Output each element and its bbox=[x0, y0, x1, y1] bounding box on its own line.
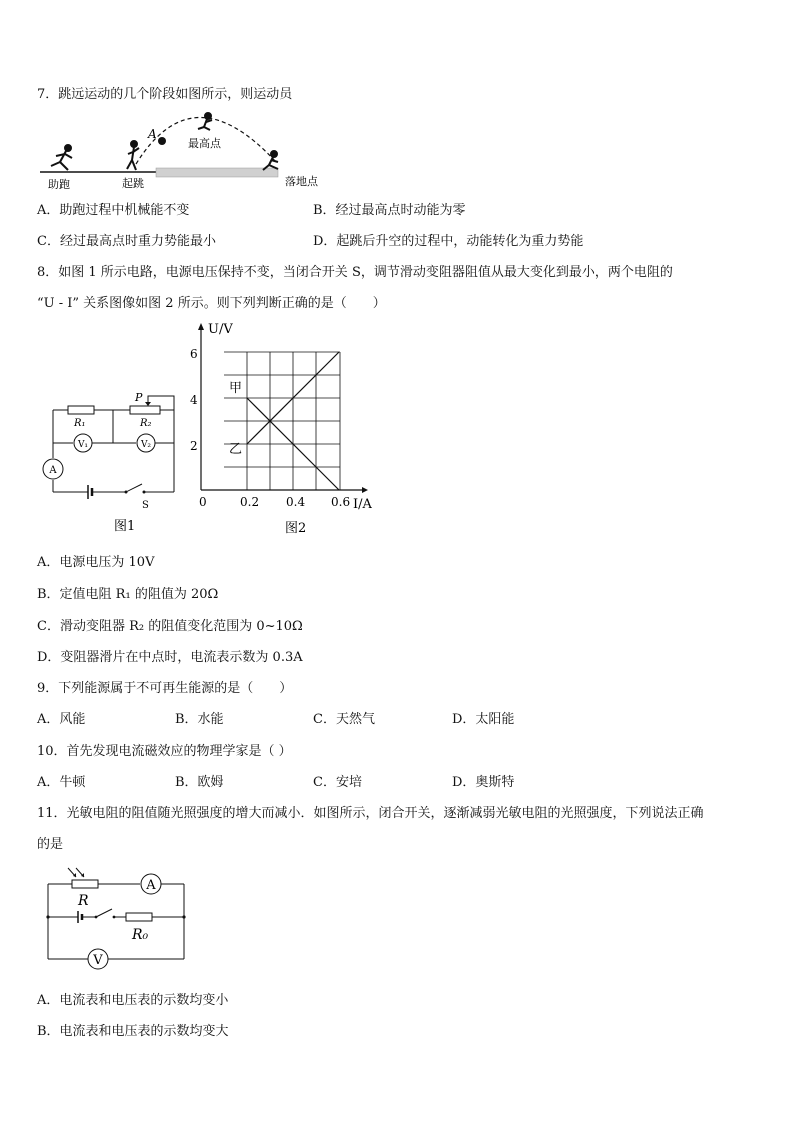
xtick-0-2: 0.2 bbox=[240, 495, 260, 509]
x-axis-label: I/A bbox=[353, 497, 372, 512]
q8-stem-line2: “U - I” 关系图像如图 2 所示。则下列判断正确的是（ ） bbox=[37, 296, 386, 311]
xtick-0-4: 0.4 bbox=[286, 495, 306, 509]
switch bbox=[96, 909, 112, 917]
point-a-label: A bbox=[148, 127, 157, 141]
slider-label: P bbox=[135, 391, 143, 404]
q7-long-jump-figure bbox=[38, 112, 338, 194]
series-yi-label: 乙 bbox=[229, 442, 243, 457]
q8-circuit-figure bbox=[38, 388, 188, 538]
ammeter-label: A bbox=[146, 878, 156, 893]
resistor-r1 bbox=[68, 406, 94, 414]
switch-s bbox=[126, 484, 142, 492]
q8-option-b[interactable]: B．定值电阻 R₁ 的阻值为 20Ω bbox=[37, 587, 219, 602]
photoresistor-r bbox=[72, 880, 98, 888]
q8-ui-chart bbox=[180, 320, 380, 540]
v1-label: V₁ bbox=[77, 440, 89, 450]
q10-stem: 10．首先发现电流磁效应的物理学家是（ ） bbox=[37, 744, 292, 759]
series-jia-label: 甲 bbox=[229, 381, 243, 396]
q7-option-d[interactable]: D．起跳后升空的过程中，动能转化为重力势能 bbox=[313, 234, 584, 249]
q7-stem: 7．跳远运动的几个阶段如图所示，则运动员 bbox=[37, 87, 293, 102]
takeoff-label: 起跳 bbox=[122, 177, 144, 190]
xtick-0-6: 0.6 bbox=[331, 495, 351, 509]
fig2-caption: 图2 bbox=[285, 521, 307, 536]
q11-option-a[interactable]: A．电流表和电压表的示数均变小 bbox=[37, 993, 229, 1008]
q11-stem-line2: 的是 bbox=[37, 837, 64, 852]
run-label: 助跑 bbox=[48, 178, 70, 191]
takeoff-jumper-icon bbox=[127, 141, 139, 170]
landing-jumper-icon bbox=[263, 151, 278, 170]
switch-label: S bbox=[142, 500, 149, 511]
sand-pit bbox=[156, 168, 278, 177]
chart-grid bbox=[224, 352, 340, 490]
resistor-r2 bbox=[130, 406, 160, 414]
q9-option-b[interactable]: B．水能 bbox=[175, 712, 224, 727]
q9-stem: 9．下列能源属于不可再生能源的是（ ） bbox=[37, 681, 293, 696]
ytick-4: 4 bbox=[190, 393, 198, 407]
q7-option-a[interactable]: A．助跑过程中机械能不变 bbox=[37, 203, 190, 218]
airborne-jumper-icon bbox=[198, 113, 212, 130]
q8-stem-line1: 8．如图 1 所示电路，电源电压保持不变，当闭合开关 S，调节滑动变阻器阻值从最大变化到最小，两个电阻的 bbox=[37, 265, 673, 280]
ytick-2: 2 bbox=[190, 439, 198, 453]
q11-option-b[interactable]: B．电流表和电压表的示数均变大 bbox=[37, 1024, 229, 1039]
q7-option-b[interactable]: B．经过最高点时动能为零 bbox=[313, 203, 466, 218]
top-point-label: 最高点 bbox=[188, 137, 221, 150]
q8-option-d[interactable]: D．变阻器滑片在中点时，电流表示数为 0.3A bbox=[37, 650, 303, 665]
q9-option-c[interactable]: C．天然气 bbox=[313, 712, 375, 727]
q10-option-c[interactable]: C．安培 bbox=[313, 775, 362, 790]
point-a-dot bbox=[158, 137, 166, 145]
ammeter-label: A bbox=[49, 465, 57, 476]
q10-option-b[interactable]: B．欧姆 bbox=[175, 775, 224, 790]
q10-option-a[interactable]: A．牛顿 bbox=[37, 775, 86, 790]
x-axis-arrow-icon bbox=[362, 487, 368, 493]
r-label: R bbox=[78, 893, 89, 909]
q8-option-c[interactable]: C．滑动变阻器 R₂ 的阻值变化范围为 0~10Ω bbox=[37, 619, 303, 634]
q8-option-a[interactable]: A．电源电压为 10V bbox=[37, 555, 155, 570]
q11-circuit-figure bbox=[40, 864, 200, 974]
q9-option-a[interactable]: A．风能 bbox=[37, 712, 86, 727]
r1-label: R₁ bbox=[74, 418, 86, 429]
voltmeter-label: V bbox=[93, 953, 103, 968]
resistor-r0 bbox=[126, 913, 152, 921]
r2-label: R₂ bbox=[140, 418, 152, 429]
y-axis-arrow-icon bbox=[198, 323, 204, 330]
runner-icon bbox=[51, 145, 72, 170]
q7-option-c[interactable]: C．经过最高点时重力势能最小 bbox=[37, 234, 216, 249]
v2-label: V₂ bbox=[140, 440, 152, 450]
q11-stem-line1: 11．光敏电阻的阻值随光照强度的增大而减小．如图所示，闭合开关，逐渐减弱光敏电阻的光照强度，下列说法正确 bbox=[37, 806, 704, 821]
q9-option-d[interactable]: D．太阳能 bbox=[452, 712, 515, 727]
r0-label: R₀ bbox=[132, 927, 149, 943]
ytick-6: 6 bbox=[190, 347, 198, 361]
fig1-caption: 图1 bbox=[114, 519, 136, 534]
landing-label: 落地点 bbox=[285, 175, 318, 188]
q10-option-d[interactable]: D．奥斯特 bbox=[452, 775, 515, 790]
slider-arrow-icon bbox=[145, 402, 151, 406]
origin-label: 0 bbox=[199, 495, 207, 509]
y-axis-label: U/V bbox=[208, 322, 233, 337]
